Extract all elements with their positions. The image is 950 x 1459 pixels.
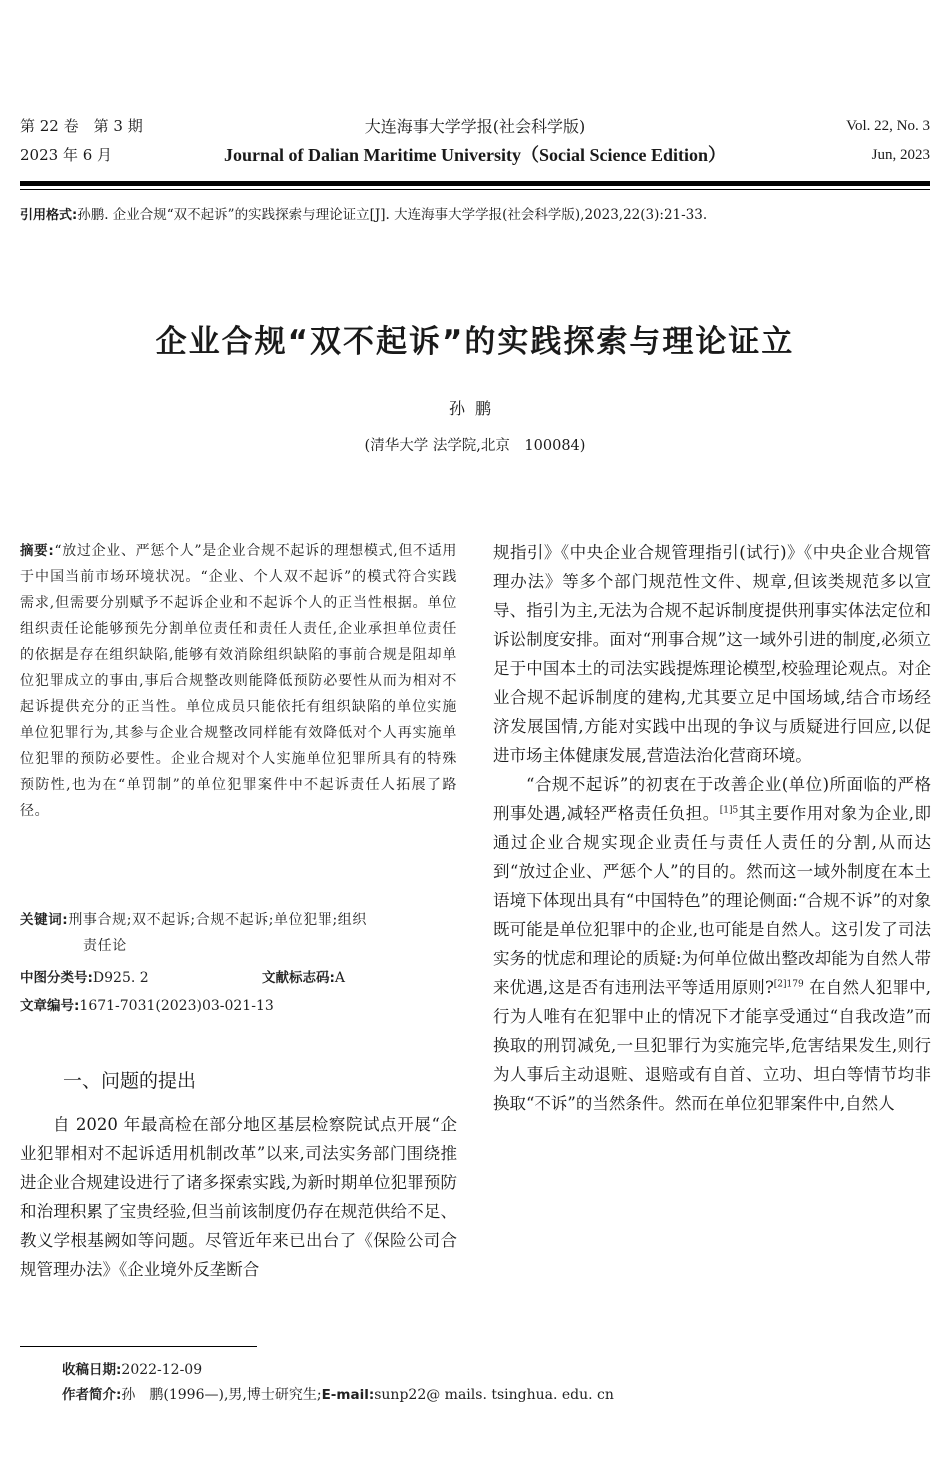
volume-en: Vol. 22, No. 3 [846,118,930,134]
p2-text-c: 在自然人犯罪中,行为人唯有在犯罪中止的情况下才能享受通过“自我改造”而换取的刑罚减免,一旦犯罪行为实施完毕,危害结果发生,则行为人事后主动退赃、退赔或有自首、立功、坦白等情节均非换取“不诉”的当然条件。然而在单位犯罪案件中,自然人 [493,978,931,1113]
document-code [262,965,345,991]
keywords-line2: 责任论 [83,938,127,954]
body-right-paragraph-1: 规指引》《中央企业合规管理指引(试行)》《中央企业合规管理办法》等多个部门规范性文件、规章,但该类规范多以宣导、指引为主,无法为合规不起诉制度提供刑事实体法定位和诉讼制度安排。面对“刑事合规”这一域外引进的制度,必须立足于中国本土的司法实践提炼理论模型,校验理论观点。对企业合规不起诉制度的建构,尤其要立足中国场域,结合市场经济发展国情,方能对实践中出现的争议与质疑进行回应,以促进市场主体健康发展,营造法治化营商环境。 [493,543,931,765]
volume-issue: 第 22 卷 第 3 期 [20,117,143,135]
article-number-label: 文章编号: [20,998,80,1014]
author-name: 孙鹏 [448,399,501,418]
author-bio [62,1382,614,1408]
p2-text-a: “合规不起诉”的初衷在于改善企业(单位)所面临的严格刑事处遇,减轻严格责任负担。 [493,775,931,823]
header-rule-thin [20,189,930,190]
clc-label: 中图分类号: [20,970,93,986]
body-right-paragraph-2 [493,770,931,1118]
received-date [62,1357,202,1383]
clc-number [20,965,149,991]
reference-1[interactable]: [1]5 [719,805,739,816]
keywords [20,907,457,959]
keywords-line1: 刑事合规;双不起诉;合规不起诉;单位犯罪;组织 [68,912,367,928]
body-right-column [493,538,931,1118]
citation-label: 引用格式: [20,208,78,223]
header-center [0,112,950,170]
doc-code-label: 文献标志码: [262,970,335,986]
article-number-value: 1671-7031(2023)03-021-13 [79,998,274,1014]
header-rule-thick [20,181,930,186]
date-cn: 2023 年 6 月 [20,146,113,164]
journal-title-en: Journal of Dalian Maritime University（Social Science Edition） [224,145,726,165]
header-right [846,112,930,170]
article-number [20,993,274,1019]
abstract-label: 摘要: [20,543,55,559]
bio-value: 孙 鹏(1996—),男,博士研究生; [121,1387,322,1403]
journal-title-cn: 大连海事大学学报(社会科学版) [364,117,586,136]
body-left-paragraph: 自 2020 年最高检在部分地区基层检察院试点开展“企业犯罪相对不起诉适用机制改革”以来,司法实务部门围绕推进企业合规建设进行了诸多探索实践,为新时期单位犯罪预防和治理积累了宝贵经验,但当前该制度仍存在规范供给不足、教义学根基阙如等问题。尽管近年来已出台了《保险公司合规管理办法》《企业境外反垄断合 [20,1115,457,1279]
received-label: 收稿日期: [62,1362,122,1378]
section-heading: 一、问题的提出 [63,1070,197,1092]
email-label: E-mail: [321,1387,375,1403]
reference-2[interactable]: [2]179 [773,979,804,990]
keywords-label: 关键词: [20,912,69,928]
citation-text: 孙鹏. 企业合规“双不起诉”的实践探索与理论证立[J]. 大连海事大学学报(社会科学版),2023,22(3):21-33. [77,207,708,223]
received-value: 2022-12-09 [121,1362,203,1378]
abstract-text: “放过企业、严惩个人”是企业合规不起诉的理想模式,但不适用于中国当前市场环境状况。“企业、个人双不起诉”的模式符合实践需求,但需要分别赋予不起诉企业和不起诉个人的正当性根据。单位组织责任论能够预先分割单位责任和责任人责任,企业承担单位责任的依据是存在组织缺陷,能够有效消除组织缺陷的事前合规是阻却单位犯罪成立的事由,事后合规整改则能降低预防必要性从而为相对不起诉提供充分的正当性。单位成员只能依托有组织缺陷的单位实施单位犯罪行为,其参与企业合规整改同样能有效降低对个人再实施单位犯罪的预防必要性。企业合规对个人实施单位犯罪所具有的特殊预防性,也为在“单罚制”的单位犯罪案件中不起诉责任人拓展了路径。 [20,543,457,819]
affiliation: (清华大学 法学院,北京 100084) [364,438,586,454]
abstract [20,538,457,824]
doc-code-value: A [334,970,346,986]
email-value[interactable]: sunp22@ mails. tsinghua. edu. cn [374,1387,614,1403]
article-title: 企业合规“双不起诉”的实践探索与理论证立 [155,324,795,360]
clc-value: D925. 2 [92,970,149,986]
date-en: Jun, 2023 [871,147,930,163]
footnote-rule [20,1346,257,1347]
citation-format [20,203,932,228]
bio-label: 作者简介: [62,1387,122,1403]
body-left-column [20,1110,457,1284]
p2-text-b: 其主要作用对象为企业,即通过企业合规实现企业责任与责任人责任的分割,从而达到“放过企业、严惩个人”的目的。然而这一域外制度在本土语境下体现出具有“中国特色”的理论侧面:“合规不诉”的对象既可能是单位犯罪中的企业,也可能是自然人。这引发了司法实务的忧虑和理论的质疑:为何单位做出整改却能为自然人带来优遇,这是否有违刑法平等适用原则? [493,804,932,997]
